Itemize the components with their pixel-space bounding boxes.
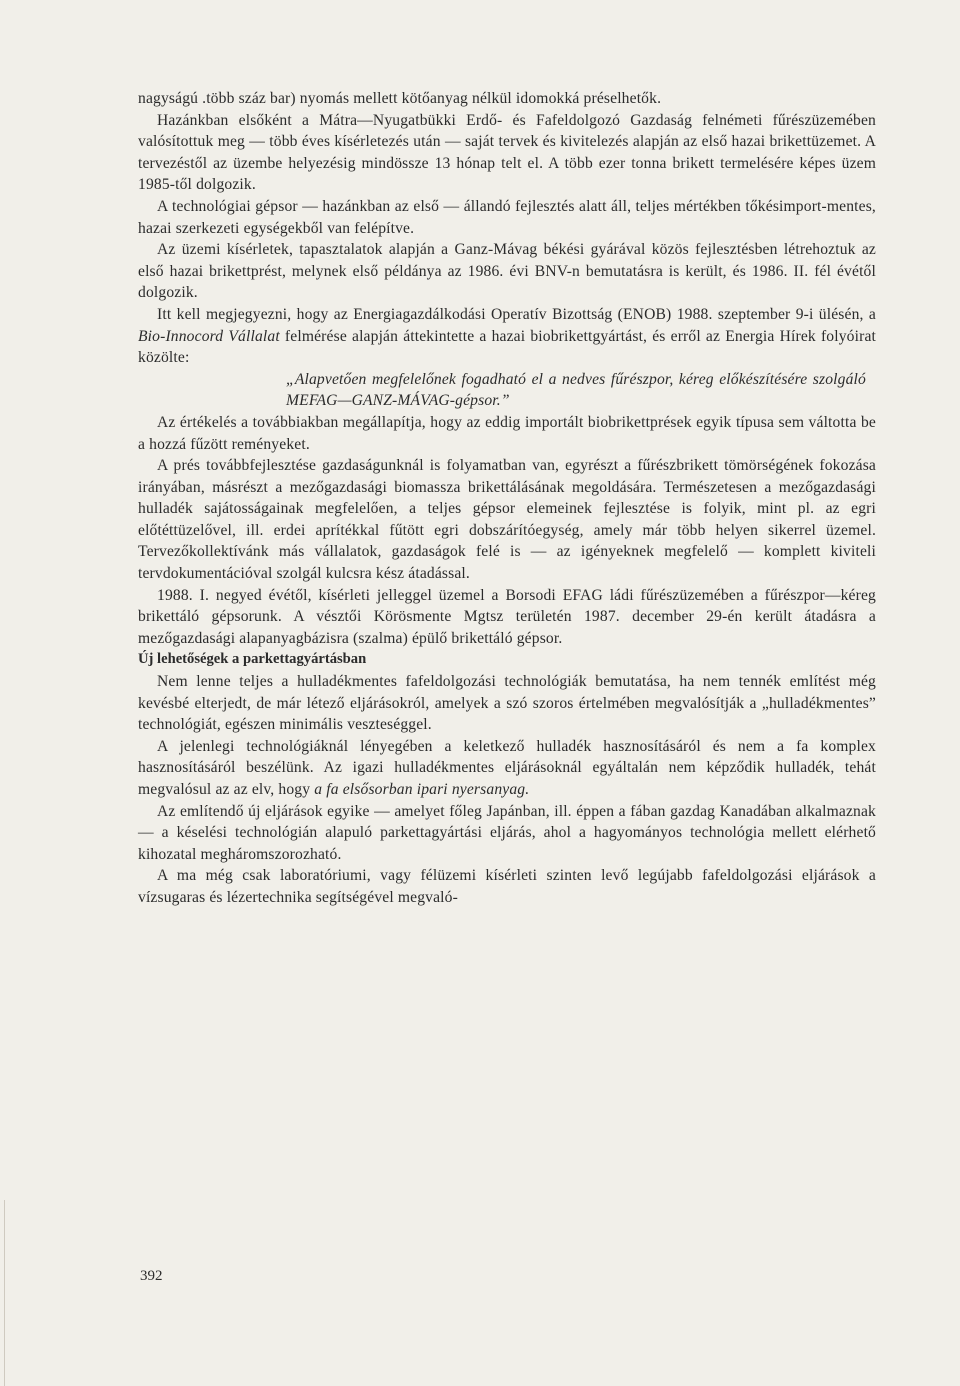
scan-edge-line: [4, 1200, 5, 1386]
paragraph: nagyságú .több száz bar) nyomás mellett kötőanyag nélkül idomokká préselhetők.: [138, 90, 662, 107]
emphasis-italic: a fa elsősorban ipari nyersanyag.: [314, 781, 530, 798]
page-number: 392: [140, 1268, 163, 1284]
paragraph: Nem lenne teljes a hulladékmentes fafeldolgozási technológiák bemutatása, ha nem tennék említést még kevésbé elterjedt, de már létező eljárásokról, amelyek a szó szoros értelmében megvalósítják a „hulladékmentes” technológiát, egészen minimális veszteséggel.: [138, 673, 876, 734]
paragraph: Hazánkban elsőként a Mátra—Nyugatbükki Erdő- és Fafeldolgozó Gazdaság felnémeti fűrészüzemében valósítottuk meg — több éves kísérletezés után — saját tervek és kivitelezés alapján az első hazai brikettüzemet. A tervezéstől az üzembe helyezésig mindössze 13 hónap telt el. A több ezer tonna brikett termelésére képes üzem 1985-től dolgozik.: [138, 111, 876, 194]
paragraph: 1988. I. negyed évétől, kísérleti jelleggel üzemel a Borsodi EFAG ládi fűrészüzemében a fűrészpor—kéreg brikettáló gépsorunk. A vésztői Körösmente Mgtsz területén 1987. december 29-én került átadásra a mezőgazdasági alapanyagbázisra (szalma) épülő brikettáló gépsor.: [138, 586, 876, 647]
paragraph: [138, 304, 876, 369]
section-heading: Új lehetőségek a parkettagyártásban: [138, 651, 367, 668]
paragraph: [138, 736, 876, 801]
paragraph: Az értékelés a továbbiakban megállapítja, hogy az eddig importált biobrikettprések egyik típusa sem váltotta be a hozzá fűzött reményeket.: [138, 413, 876, 453]
company-name-italic: Bio-Innocord Vállalat: [138, 327, 280, 345]
block-quote: „Alapvetően megfelelőnek fogadható el a nedves fűrészpor, kéreg előkészítésére szolgáló MEFAG—GANZ-MÁVAG-gépsor.”: [286, 370, 866, 410]
paragraph: A prés továbbfejlesztése gazdaságunknál is folyamatban van, egyrészt a fűrészbrikett tömörségének fokozása irányában, másrészt a mezőgazdasági biomassza brikettálásának megoldására. Természetesen a mezőgazdasági hulladék sajátosságainak megfelelően, a teljes gépsor elemeinek fejlesztése is folyik, mint pl. az egri előtéttüzelővel, ill. erdei aprítékkal fűtött egri dobszárítóegység, amely már több helyen sikerrel üzemel. Tervezőkollektívánk más vállalatok, gazdaságok felé is — az igényeknek megfelelő — komplett kiviteli tervdokumentációval szolgál kulcsra kész átadással.: [138, 457, 876, 583]
body-text: [138, 88, 876, 909]
paragraph-text: A jelenlegi technológiáknál lényegében a keletkező hulladék hasznosításáról és nem a fa komplex hasznosításáról beszélünk. Az igazi hulladékmentes eljárásoknál egyáltalán nem képződik hulladék, tehát megvalósul az az elv, hogy: [138, 737, 876, 798]
paragraph-text: Itt kell megjegyezni, hogy az Energiagazdálkodási Operatív Bizottság (ENOB) 1988. szeptember 9-i ülésén, a: [157, 305, 876, 323]
paragraph: A ma még csak laboratóriumi, vagy félüzemi kísérleti szinten levő legújabb fafeldolgozási eljárások a vízsugaras és lézertechnika segítségével megvaló-: [138, 867, 876, 906]
paragraph: A technológiai gépsor — hazánkban az első — állandó fejlesztés alatt áll, teljes mértékben tőkésimport-mentes, hazai szerkezeti egységekből van felépítve.: [138, 197, 876, 237]
paragraph-text: felmérése alapján áttekintette a hazai biobrikettgyártást, és erről az Energia Hírek folyóirat közölte:: [138, 327, 876, 367]
paragraph: Az üzemi kísérletek, tapasztalatok alapján a Ganz-Mávag békési gyárával közös fejlesztésben létrehoztuk az első hazai brikettprést, melynek első példánya az 1986. évi BNV-n bemutatásra is került, és 1986. II. fél évétől dolgozik.: [138, 241, 876, 302]
paragraph: Az említendő új eljárások egyike — amelyet főleg Japánban, ill. éppen a fában gazdag Kanadában alkalmaznak — a késelési technológián alapuló parkettagyártási eljárás, ahol a hagyományos technológia mellett elérhető kihozatal megháromszorozható.: [138, 802, 876, 863]
